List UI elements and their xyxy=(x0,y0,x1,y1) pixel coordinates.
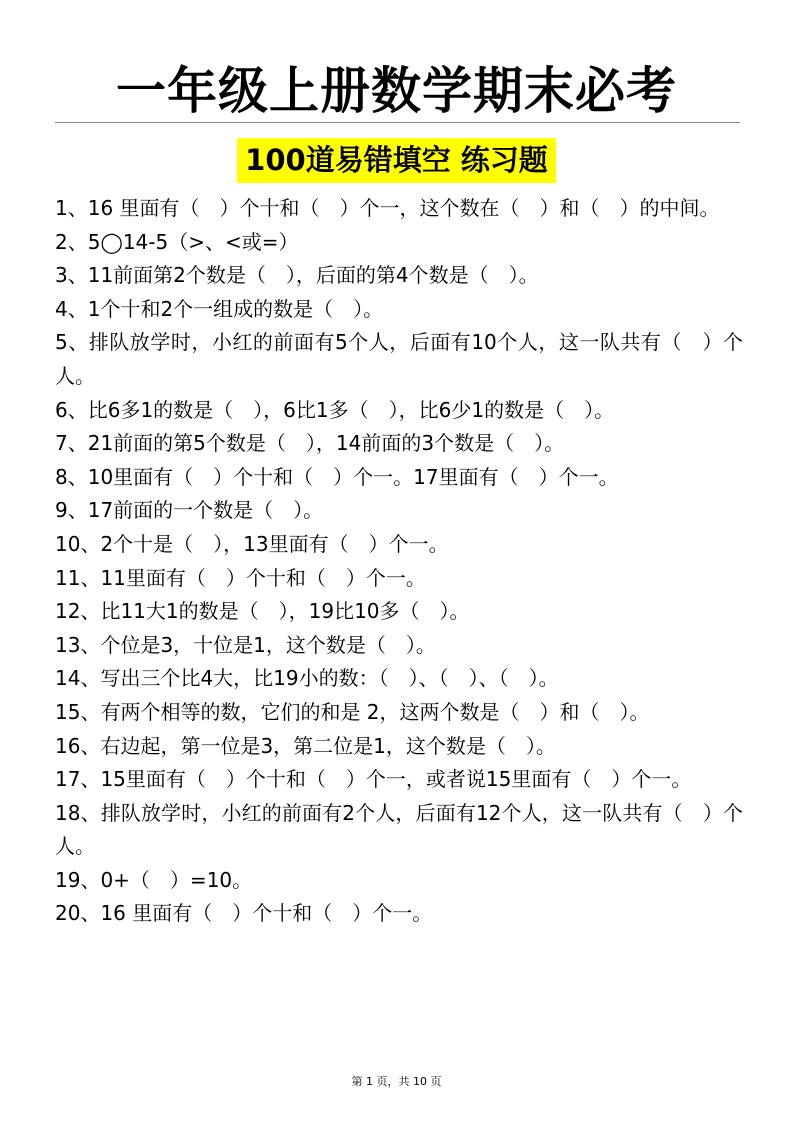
question-11: 11、11里面有（ ）个十和（ ）个一。 xyxy=(55,565,426,590)
question-16: 16、右边起，第一位是3，第二位是1，这个数是（ ）。 xyxy=(55,733,556,758)
question-4: 4、1个十和2个一组成的数是（ ）。 xyxy=(55,296,384,321)
question-18: 18、排队放学时，小红的前面有2个人，后面有12个人，这一队共有（ ）个人。 xyxy=(55,800,743,859)
question-14: 14、写出三个比4大，比19小的数：（ ）、（ ）、（ ）。 xyxy=(55,666,559,691)
question-9: 9、17前面的一个数是（ ）。 xyxy=(55,498,324,523)
question-8: 8、10里面有（ ）个十和（ ）个一。17里面有（ ）个一。 xyxy=(55,464,619,489)
question-3: 3、11前面第2个数是（ ），后面的第4个数是（ ）。 xyxy=(55,263,539,288)
question-6: 6、比6多1的数是（ ），6比1多（ ），比6少1的数是（ ）。 xyxy=(55,397,615,422)
question-list xyxy=(55,192,743,931)
question-12: 12、比11大1的数是（ ），19比10多（ ）。 xyxy=(55,599,470,624)
page-title: 一年级上册数学期末必考 xyxy=(116,62,677,120)
page-footer: 第 1 页，共 10 页 xyxy=(351,1075,442,1088)
question-1: 1、16 里面有（ ）个十和（ ）个一，这个数在（ ）和（ ）的中间。 xyxy=(55,196,720,220)
question-5: 5、排队放学时，小红的前面有5个人，后面有10个人，这一队共有（ ）个人。 xyxy=(55,330,743,388)
question-15: 15、有两个相等的数，它们的和是 2，这两个数是（ ）和（ ）。 xyxy=(55,699,650,724)
question-13: 13、个位是3，十位是1，这个数是（ ）。 xyxy=(55,632,436,657)
question-17: 17、15里面有（ ）个十和（ ）个一，或者说15里面有（ ）个一。 xyxy=(55,767,692,792)
page-subtitle: 100道易错填空 练习题 xyxy=(237,138,556,183)
question-2: 2、5◯14-5（>、<或=） xyxy=(55,229,299,254)
question-19: 19、0+（ ）=10。 xyxy=(55,867,253,892)
question-7: 7、21前面的第5个数是（ ），14前面的3个数是（ ）。 xyxy=(55,431,565,456)
question-10: 10、2个十是（ ），13里面有（ ）个一。 xyxy=(55,531,449,556)
question-20: 20、16 里面有（ ）个十和（ ）个一。 xyxy=(55,901,433,926)
subtitle-container xyxy=(0,138,793,183)
title-divider xyxy=(55,122,740,123)
